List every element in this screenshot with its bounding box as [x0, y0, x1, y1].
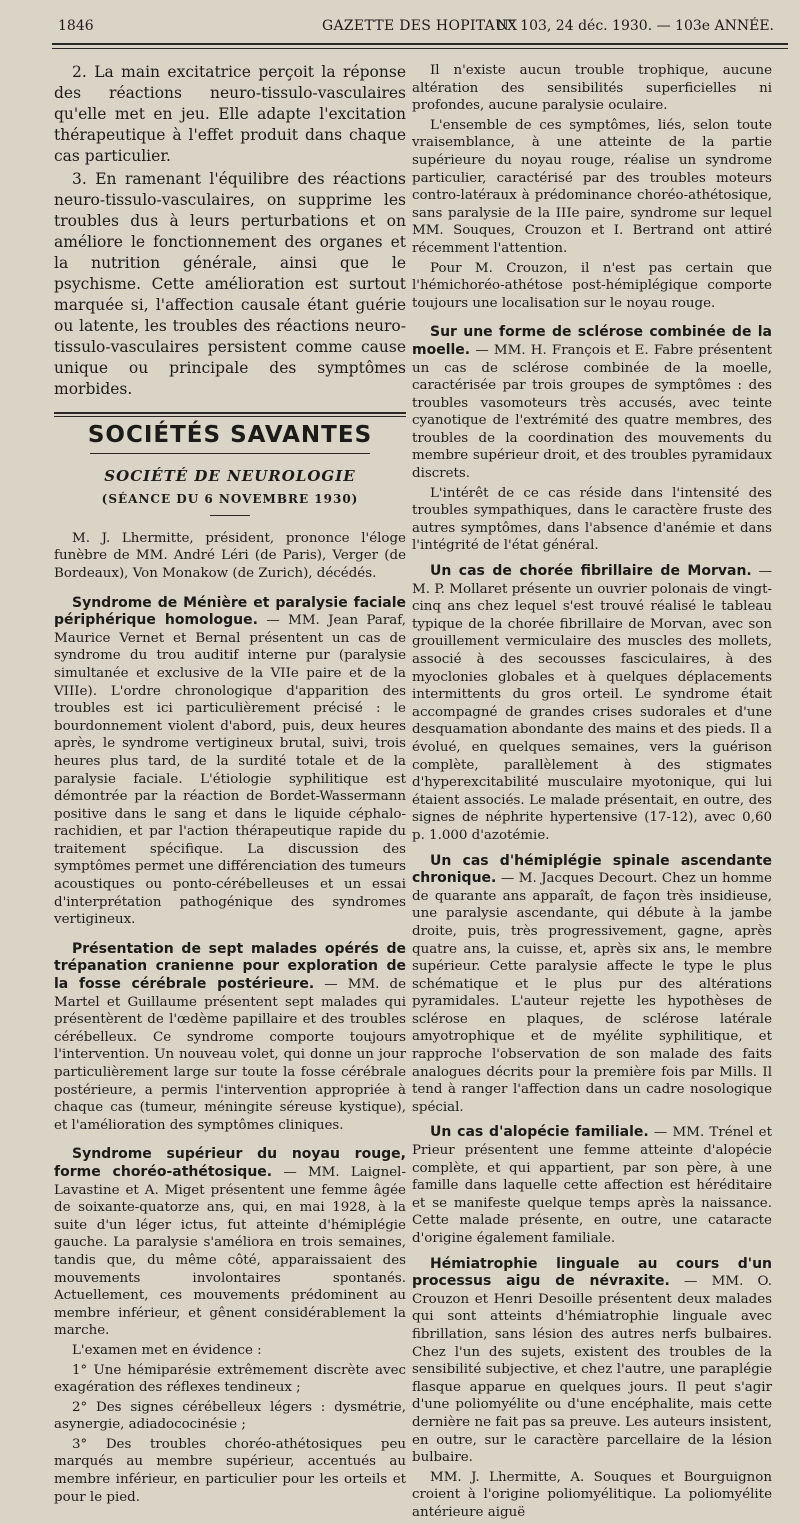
- article-hemiatrophie: [412, 1256, 772, 1467]
- article-heading: Un cas d'alopécie familiale.: [430, 1124, 649, 1141]
- article-body: — MM. Jean Paraf, Maurice Vernet et Bernal présentent un cas de syndrome du trou auditif interne pur (paralysie simultanée et exclusive de la VIIe paire et de la VIIIe). L'ordre chronologique d'apparition des troubles est ici particulièrement précisé : le bourdonnement violent d'abord, puis, deux heures après, le syndrome vertigineux brutal, suivi, trois heures plus tard, de la surdité totale et de la paralysie faciale. L'étiologie syphilitique est démontrée par la réaction de Bordet-Wassermann positive dans le sang et dans le liquide céphalo-rachidien, et par l'action thérapeutique rapide du traitement spécifique. La discussion des symptômes permet une différenciation des tumeurs acoustiques ou ponto-cérébelleuses et un essai d'interprétation pathogénique des syndromes vertigineux.: [54, 613, 406, 928]
- article-chorée-morvan: [412, 563, 772, 845]
- article-body: — MM. Trénel et Prieur présentent une femme atteinte d'alopécie complète, et qui appartient, par son père, à une famille dans laquelle cette affection est héréditaire et se manifeste quelque temps après la naissance. Cette malade présente, en outre, une cataracte d'origine également familiale.: [412, 1125, 772, 1246]
- right-paragraph-3: Pour M. Crouzon, il n'est pas certain que l'hémichoréo-athétose post-hémiplégique comporte toujours une localisation sur le noyau rouge.: [412, 260, 772, 311]
- left-paragraph-8: 1° Une hémiparésie extrêmement discrète avec exagération des réflexes tendineux ;: [54, 1362, 406, 1396]
- article-body: — MM. de Martel et Guillaume présentent sept malades qui présentèrent de l'œdème papillaire et des troubles cérébelleux. Ce syndrome comporte toujours l'intervention. Un nouveau volet, qui donne un jour particulièrement large sur toute la fosse cérébrale postérieure, a permis l'intervention appropriée à chaque cas (tumeur, méningite séreuse kystique), et l'amélioration des symptômes cliniques.: [54, 977, 406, 1133]
- article-trepanation: [54, 941, 406, 1135]
- article-heading: Syndrome de Ménière et paralysie faciale périphérique homologue.: [54, 594, 406, 629]
- left-paragraph-10: 3° Des troubles choréo-athétosiques peu marqués au membre supérieur, accentués au membre inférieur, en particulier pour les orteils et pour le pied.: [54, 1436, 406, 1505]
- article-heading: Présentation de sept malades opérés de trépanation cranienne pour exploration de la fosse cérébrale postérieure.: [54, 940, 406, 993]
- article-body: — MM. Laignel-Lavastine et A. Miget présentent une femme âgée de soixante-quatorze ans, qui, en mai 1928, à la suite d'un léger ictus, fut atteinte d'hémiplégie gauche. La paralysie s'améliora en trois semaines, tandis que, du même côté, apparaissaient des mouvements involontaires spontanés. Actuellement, ces mouvements prédominent au membre inférieur, et gênent considérablement la marche.: [54, 1164, 406, 1339]
- section-rule-thin: [54, 416, 406, 417]
- right-paragraph-10: MM. J. Lhermitte, A. Souques et Bourguignon croient à l'origine poliomyélitique. La poliomyélite antérieure aiguë: [412, 1469, 772, 1520]
- journal-title: GAZETTE DES HOPITAUX: [322, 18, 518, 34]
- right-paragraph-1: Il n'existe aucun trouble trophique, aucune altération des sensibilités superficielles ni profondes, aucune paralysie oculaire.: [412, 63, 772, 114]
- section-title: SOCIÉTÉS SAVANTES: [87, 422, 373, 448]
- right-paragraph-2: L'ensemble de ces symptômes, liés, selon toute vraisemblance, à une atteinte de la partie supérieure du noyau rouge, réalise un syndrome particulier, caractérisé par des troubles moteurs contro-latéraux à prédominance choréo-athétosique, sans paralysie de la IIIe paire, syndrome sur lequel MM. Souques, Crouzon et I. Bertrand ont attiré récemment l'attention.: [412, 117, 772, 256]
- header-rule: [52, 43, 788, 45]
- left-column: [54, 62, 406, 1508]
- article-heading: Sur une forme de sclérose combinée de la moelle.: [412, 324, 772, 358]
- article-noyau-rouge: [54, 1146, 406, 1340]
- article-heading: Un cas d'hémiplégie spinale ascendante chronique.: [412, 852, 772, 887]
- article-heading: Hémiatrophie linguale au cours d'un processus aigu de névraxite.: [412, 1255, 772, 1290]
- article-body: — MM. O. Crouzon et Henri Desoille présentent deux malades qui sont atteints d'hémiatrophie linguale avec fibrillation, sans lésion des autres nerfs bulbaires. Chez l'un des sujets, existent des troubles de la sensibilité subjective, et chez l'autre, une paraplégie flasque apparue en quelques jours. Il peut s'agir d'une poliomyélite ou d'une encéphalite, mais cette dernière ne fait pas sa preuve. Les auteurs insistent, en outre, sur le caractère parcellaire de la lésion bulbaire.: [412, 1274, 772, 1466]
- header-rule-thin: [52, 48, 788, 49]
- article-heading: Un cas de chorée fibrillaire de Morvan.: [430, 563, 752, 580]
- section-rule: [54, 412, 406, 414]
- seance-date: (SÉANCE DU 6 NOVEMBRE 1930): [101, 492, 359, 507]
- right-column: [412, 62, 772, 1524]
- issue-info: N° 103, 24 déc. 1930. — 103e ANNÉE.: [496, 18, 774, 34]
- right-paragraph-5: L'intérêt de ce cas réside dans l'intensité des troubles sympathiques, dans le caractère fruste des autres symptômes, dans l'absence d'anémie et dans l'intégrité de l'état général.: [412, 485, 772, 554]
- article-body: — M. Jacques Decourt. Chez un homme de quarante ans apparaît, de façon très insidieuse, une paralysie ascendante, qui débute à la jambe droite, puis, très progressivement, gagne, après quatre ans, la cuisse, et, après six ans, le membre supérieur. Cette paralysie affecte le type le plus schématique et le plus pur des altérations pyramidales. L'auteur rejette les hypothèses de sclérose en plaques, de sclérose latérale amyotrophique et de myélite syphilitique, et rapproche l'observation de son malade des faits analogues décrits pour la première fois par Mills. Il tend à ranger l'affection dans un cadre nosologique spécial.: [412, 871, 772, 1115]
- left-paragraph-1: 2. La main excitatrice perçoit la réponse des réactions neuro-tissulo-vasculaires qu'elle met en jeu. Elle adapte l'excitation thérapeutique à l'effet produit dans chaque cas particulier.: [54, 63, 406, 165]
- page-header: [52, 14, 778, 40]
- left-paragraph-7: L'examen met en évidence :: [72, 1342, 262, 1358]
- society-title: SOCIÉTÉ DE NEUROLOGIE: [104, 466, 356, 485]
- article-heading: Syndrome supérieur du noyau rouge, forme choréo-athétosique.: [54, 1146, 406, 1180]
- left-paragraph-3: M. J. Lhermitte, président, prononce l'éloge funèbre de MM. André Léri (de Paris), Verger (de Bordeaux), Von Monakow (de Zurich), décédés.: [54, 530, 406, 581]
- article-syndrome-meniere: [54, 595, 406, 929]
- left-paragraph-9: 2° Des signes cérébelleux légers : dysmétrie, asynergie, adiadococinésie ;: [54, 1399, 406, 1433]
- section-subrule: [90, 453, 370, 454]
- article-alopecie: [412, 1124, 772, 1247]
- article-body: — M. P. Mollaret présente un ouvrier polonais de vingt-cinq ans chez lequel s'est trouvé réalisé le tableau typique de la chorée fibrillaire de Morvan, avec son grouillement vermiculaire des muscles des mollets, associé à des secousses fasciculaires, à des myoclonies globales et à quelques déplacements intermittents du gros orteil. Le syndrome était accompagné de grandes crises sudorales et d'une desquamation abondante des mains et des pieds. Il a évolué, en quelques semaines, vers la guérison complète, parallèlement à des stigmates d'hyperexcitabilité musculaire myotonique, qui lui étaient associés. Le malade présentait, en outre, des signes de néphrite hypertensive (17-12), avec 0,60 p. 1.000 d'azotémie.: [412, 564, 772, 843]
- article-hemiplegie-spinale: [412, 853, 772, 1117]
- article-body: — MM. H. François et E. Fabre présentent un cas de sclérose combinée de la moelle, caractérisée par trois groupes de symptômes : des troubles vasomoteurs très accusés, avec teinte cyanotique de l'extrémité des quatre membres, des troubles de la coordination des mouvements du membre supérieur droit, et des troubles pyramidaux discrets.: [412, 342, 772, 482]
- page-number: 1846: [58, 18, 94, 34]
- short-rule: [210, 515, 250, 516]
- article-sclerose: [412, 324, 772, 482]
- left-paragraph-2: 3. En ramenant l'équilibre des réactions neuro-tissulo-vasculaires, on supprime les troubles dus à leurs perturbations et on améliore le fonctionnement des organes et la nutrition générale, ainsi que le psychisme. Cette amélioration est surtout marquée si, l'affection causale étant guérie ou latente, les troubles des réactions neuro-tissulo-vasculaires persistent comme cause unique ou principale des symptômes morbides.: [54, 170, 406, 398]
